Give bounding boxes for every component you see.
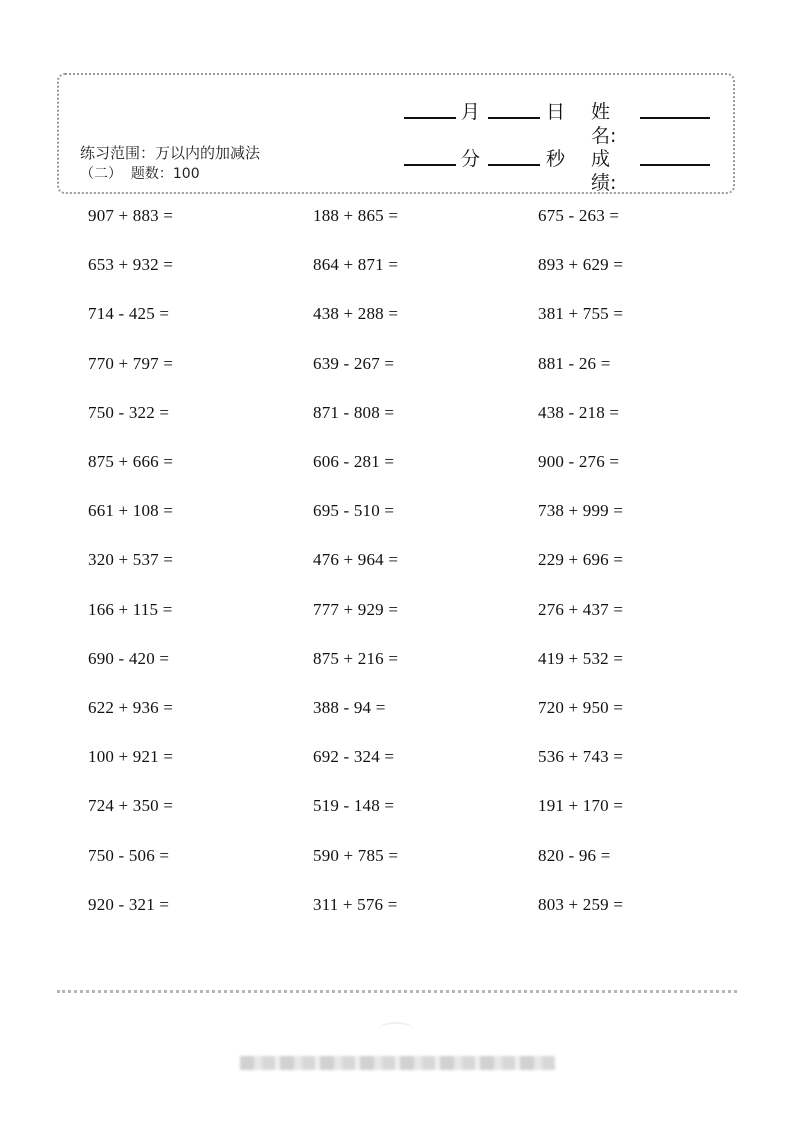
- problem-item: 750 - 322 =: [88, 402, 170, 422]
- problem-item: 777 + 929 =: [313, 599, 399, 619]
- problem-item: 438 - 218 =: [538, 402, 620, 422]
- problem-item: 381 + 755 =: [538, 304, 624, 324]
- name-label: 姓名:: [591, 101, 617, 147]
- problem-item: 622 + 936 =: [88, 698, 174, 717]
- minute-blank[interactable]: [404, 164, 456, 166]
- problem-item: 606 - 281 =: [313, 452, 395, 471]
- worksheet-header: [57, 73, 735, 194]
- problem-item: 820 - 96 =: [538, 845, 611, 865]
- problem-item: 875 + 216 =: [313, 648, 399, 668]
- problem-item: 695 - 510 =: [313, 501, 395, 521]
- problem-item: 750 - 506 =: [88, 845, 170, 865]
- problem-item: 438 + 288 =: [313, 304, 399, 324]
- problem-item: 900 - 276 =: [538, 452, 620, 471]
- problem-item: 690 - 420 =: [88, 648, 170, 668]
- month-label: 月: [461, 101, 481, 123]
- problem-item: 675 - 263 =: [538, 206, 620, 225]
- problem-item: 311 + 576 =: [313, 894, 398, 914]
- problem-item: 692 - 324 =: [313, 747, 395, 767]
- problem-item: 770 + 797 =: [88, 353, 174, 373]
- minute-label: 分: [461, 148, 481, 170]
- problem-item: 276 + 437 =: [538, 599, 624, 619]
- day-blank[interactable]: [488, 117, 540, 119]
- problem-item: 864 + 871 =: [313, 255, 399, 275]
- problem-item: 661 + 108 =: [88, 501, 174, 521]
- second-label: 秒: [546, 148, 566, 170]
- problem-item: 419 + 532 =: [538, 648, 624, 668]
- footer-watermark: [240, 1056, 555, 1070]
- problem-item: 803 + 259 =: [538, 894, 624, 914]
- problem-item: 893 + 629 =: [538, 255, 624, 275]
- problem-item: 639 - 267 =: [313, 353, 395, 373]
- problem-item: 590 + 785 =: [313, 845, 399, 865]
- score-blank[interactable]: [640, 164, 710, 166]
- problem-item: 536 + 743 =: [538, 747, 624, 767]
- name-blank[interactable]: [640, 117, 710, 119]
- problem-item: 871 - 808 =: [313, 402, 395, 422]
- problem-item: 738 + 999 =: [538, 501, 624, 521]
- problem-item: 476 + 964 =: [313, 550, 399, 570]
- problem-item: 388 - 94 =: [313, 698, 386, 717]
- problem-item: 229 + 696 =: [538, 550, 624, 570]
- problem-item: 920 - 321 =: [88, 894, 170, 914]
- footer-logo: [378, 1022, 414, 1038]
- second-blank[interactable]: [488, 164, 540, 166]
- problem-item: 653 + 932 =: [88, 255, 174, 275]
- problem-item: 188 + 865 =: [313, 206, 399, 225]
- problem-item: 166 + 115 =: [88, 599, 173, 619]
- footer-divider: [57, 990, 737, 993]
- problem-item: 881 - 26 =: [538, 353, 611, 373]
- problem-item: 724 + 350 =: [88, 796, 174, 816]
- month-blank[interactable]: [404, 117, 456, 119]
- problem-item: 720 + 950 =: [538, 698, 624, 717]
- problem-item: 191 + 170 =: [538, 796, 624, 816]
- question-count: （二） 题数：100: [80, 166, 200, 182]
- problem-item: 875 + 666 =: [88, 452, 174, 471]
- problem-item: 714 - 425 =: [88, 304, 170, 324]
- problem-item: 100 + 921 =: [88, 747, 174, 767]
- practice-range: 练习范围：万以内的加减法: [80, 144, 261, 162]
- day-label: 日: [546, 101, 566, 123]
- problem-item: 519 - 148 =: [313, 796, 395, 816]
- problem-item: 320 + 537 =: [88, 550, 174, 570]
- score-label: 成绩:: [591, 148, 617, 194]
- problem-item: 907 + 883 =: [88, 206, 174, 225]
